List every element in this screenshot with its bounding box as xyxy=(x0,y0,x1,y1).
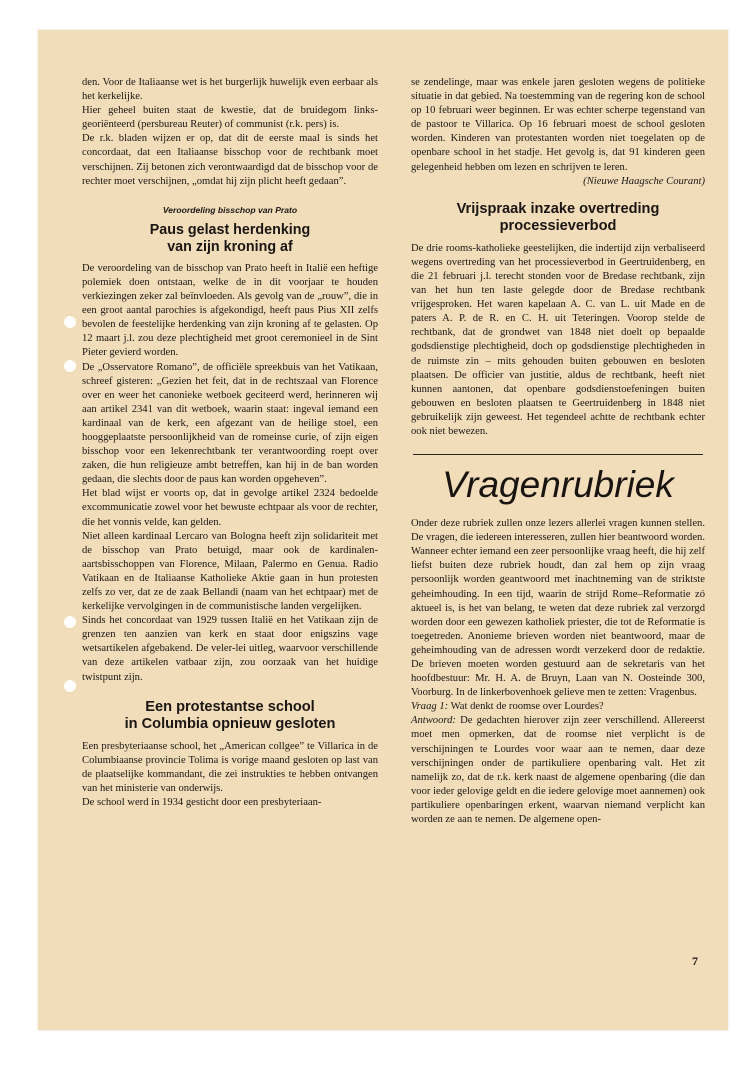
article-kicker: Veroordeling bisschop van Prato xyxy=(162,204,298,215)
article-paragraph: De school werd in 1934 gesticht door een presbyteriaan- xyxy=(82,797,322,809)
punch-hole xyxy=(64,680,76,692)
article-paragraph: Sinds het concordaat van 1929 tussen Italië en het Vatikaan zijn de grenzen ten aanzien van kerk en staat door enigszins vage wetsartikelen afgebakend. De veler-lei uitleg, waarvoor verschillende van deze artikelen vatbaar zijn, zou oorzaak van het huidige twistpunt zijn. xyxy=(82,615,378,683)
page-number: 7 xyxy=(692,954,698,968)
headline-line: processieverbod xyxy=(499,218,617,235)
right-column xyxy=(411,76,705,827)
question-text: Wat denkt de roomse over Lourdes? xyxy=(450,701,604,713)
left-column xyxy=(82,76,378,810)
article-headline xyxy=(82,699,378,734)
rubric-title: Vragenrubriek xyxy=(442,464,674,506)
section-divider xyxy=(413,454,703,455)
article-paragraph: Het blad wijst er voorts op, dat in gevolge artikel 2324 bedoelde excommunicatie zowel voor het bewuste echtpaar als voor de rechter, die het vonnis velde, kan gelden. xyxy=(82,488,378,528)
article-paragraph: Een presbyteriaanse school, het „American collgee” te Villarica in de Columbiaanse provincie Tolima is vorige maand gesloten op last van de plaatselijke kommandant, die zei instrukties te hebben ontvangen van het ministerie van onderwijs. xyxy=(82,740,378,794)
article-headline xyxy=(411,201,705,236)
headline-line: in Columbia opnieuw gesloten xyxy=(124,716,336,733)
intro-paragraph: Hier geheel buiten staat de kwestie, dat de bruidegom links-georiënteerd (persbureau Reuter) of communist (r.k. pers) is. xyxy=(82,105,378,131)
answer xyxy=(411,714,705,827)
source-credit: (Nieuwe Haagsche Courant) xyxy=(583,175,705,187)
article-paragraph: De veroordeling van de bisschop van Prato heeft in Italië een heftige polemiek doen ontstaan, welke de in dit voorjaar te houden verkiezingen zeker zal beïnvloeden. Als gevolg van de „rouw”, die in een groot aantal parochies is afgekondigd, heeft paus Pius XII zelfs bevolen de feestelijke herdenking van zijn kroning af te gelasten. Op 12 maart j.l. zou deze plechtigheid met groot ceremonieel in de Sint Pieter gevierd worden. xyxy=(82,262,378,359)
article-paragraph: se zendelinge, maar was enkele jaren gesloten wegens de politieke situatie in dat gebied. Na toestemming van de regering kon de school op 10 februari weer beginnen. Er was echter scherpe tegenstand van de pastoor te Villarica. Op 16 februari moest de school gesloten worden. Kinderen van protestanten worden niet toegelaten op de openbare school in het stadje. Het gevolg is, dat 91 kinderen geen gelegenheid hebben om lezen en schrijven te leren. xyxy=(411,77,705,173)
rubric-paragraph: Onder deze rubriek zullen onze lezers allerlei vragen kunnen stellen. De vragen, die iedereen interesseren, zullen hier beantwoord worden. Wanneer echter iemand een zeer persoonlijke vraag heeft, die hij zelf liefst buiten deze rubriek houdt, dan zal hem op zijn vraag persoonlijk worden geantwoord met inachtneming van de striktste geheimhouding. In een tijd, waarin de strijd Rome–Reformatie zó aktueel is, is het van belang, te weten dat deze rubriek zal verzorgd worden door een gewezen katholiek priester, die tot de Reformatie is toegetreden. Anonieme brieven worden niet beantwoord, maar de geheimhouding van de adressen wordt verzekerd door de redaktie. De brieven moeten worden gestuurd aan de sekretaris van het hoofdbestuur: Mr. H. A. de Bruyn, Laan van N. Oosteinde 300, Voorburg. In de linkerbovenhoek gelieve men te zetten: Vragenbus. xyxy=(411,518,705,699)
question xyxy=(411,700,705,714)
headline-line: Een protestantse school xyxy=(145,698,315,715)
answer-label: Antwoord: xyxy=(411,715,456,727)
intro-paragraph: den. Voor de Italiaanse wet is het burgerlijk huwelijk even eerbaar als het kerkelijke. xyxy=(82,77,378,103)
article-headline xyxy=(82,222,378,256)
headline-line: Vrijspraak inzake overtreding xyxy=(456,200,660,217)
question-label: Vraag 1: xyxy=(411,701,449,713)
headline-line: Paus gelast herdenking xyxy=(149,221,311,238)
article-paragraph: De „Osservatore Romano”, de officiële spreekbuis van het Vatikaan, schreef gisteren: „Gezien het feit, dat in de rechtszaal van Florence over en weer het canonieke wetboek geciteerd werd, herinneren wij aan artikel 2341 van dit wetboek, waarin staat: ingeval iemand een kardinaal van de kerk, een afgezant van de heilige stoel, een hooggeplaatste persoonlijkheid van de romeinse curie, of zijn eigen bisschop voor een lekenrechtbank ter verantwoording roept over zaken, die hun religieuze ambt betreffen, kan hij in de ban worden gedaan, die slechts door de paus kan worden opgeheven”. xyxy=(82,361,378,486)
punch-hole xyxy=(64,360,76,372)
punch-hole xyxy=(64,316,76,328)
headline-line: van zijn kroning af xyxy=(167,238,293,255)
answer-text: De gedachten hierover zijn zeer verschillend. Allereerst moet men opmerken, dat de roomse niet verplicht is de verschijningen te Lourdes voor waar aan te nemen, daar deze verschijningen onder de partikuliere openbaring valt. Het zit namelijk zo, dat de r.k. kerk naast de algemene openbaring (die dan voor ieder gelovige geldt en die iedere gelovige moet aannemen) ook partikuliere openbaringen erkent, waarvan niemand verplicht kan worden ze aan te nemen. De algemene open- xyxy=(411,715,705,826)
article-paragraph: Niet alleen kardinaal Lercaro van Bologna heeft zijn solidariteit met de bisschop van Prato betuigd, maar ook de kardinalen-aartsbisschoppen van Florence, Milaan, Palermo en Genua. Radio Vatikaan en de Italiaanse Katholieke Aktie gaan in hun protesten zelfs zo ver, dat ze de zaak Bellandi (naam van het echtpaar) met de kerkelijke vervolgingen in de communistische landen vergelijken. xyxy=(82,530,378,613)
article-paragraph: De drie rooms-katholieke geestelijken, die indertijd zijn verbaliseerd wegens overtreding van het processieverbod in Geertruidenberg, en die 21 februari j.l. terecht stonden voor de Bredase rechtbank, zijn van het hun ten laste gelegde door de Bredase rechtbank vrijgesproken. Het waren kapelaan A. C. van L. uit Made en de paters A. P. de R. en C. H. uit Teteringen. Voorop stelde de rechtbank, dat de grondwet van 1848 niet doelt op bepaalde godsdienstige plechtigheid, doch op godsdienstige plechtigheden in de ruimste zin – mits gehouden buiten gebouwen en besloten plaatsen. De officier van justitie, aldus de rechtbank, heeft niet kunnen aantonen, dat openbare godsdienstoefeningen buiten gebouwen en besloten plaatsen te Geertruidenberg in 1848 niet gebruikelijk zijn geweest. Het tegendeel achtte de rechtbank echter ook niet bewezen. xyxy=(411,242,705,437)
intro-paragraph: De r.k. bladen wijzen er op, dat dit de eerste maal is sinds het concordaat, dat een Italiaanse bisschop voor de rechtbank moet verschijnen. Zij betonen zich verontwaardigd dat de bisschop voor de rechter moet verschijnen, „omdat hij zijn plicht heeft gedaan”. xyxy=(82,133,378,187)
punch-hole xyxy=(64,616,76,628)
